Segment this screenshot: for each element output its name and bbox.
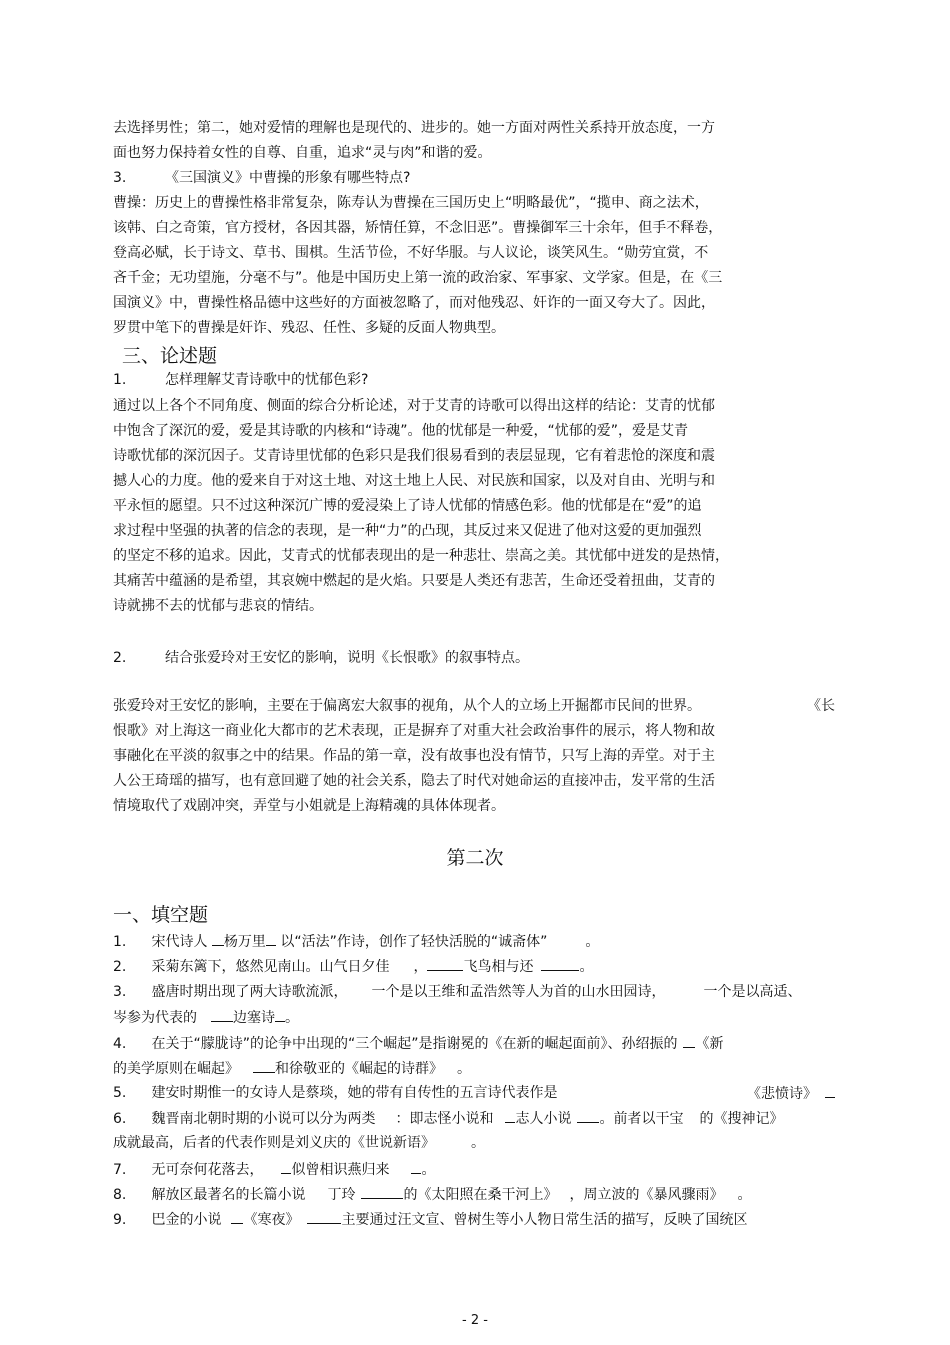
blank-line xyxy=(683,1033,695,1048)
item-text: ，周立波的《暴风骤雨》 xyxy=(569,1187,724,1203)
item-number: 2. xyxy=(113,959,127,975)
item-text: ， xyxy=(413,959,428,975)
item-text: ：即志怪小说和 xyxy=(395,1111,494,1127)
section-heading: 一、填空题 xyxy=(113,904,209,926)
blank-line xyxy=(427,956,463,971)
text-line: 去选择男性；第二，她对爱情的理解也是现代的、进步的。她一方面对两性关系持开放态度，一方 xyxy=(113,120,715,136)
item-text: 。 xyxy=(585,934,600,950)
answer-line: 罗贯中笔下的曹操是奸诈、残忍、任性、多疑的反面人物典型。 xyxy=(113,320,505,336)
answer-line: 中饱含了深沉的爱，爱是其诗歌的内核和“诗魂”。他的忧郁是一种爱，“忧郁的爱”，爱是艾青 xyxy=(113,423,689,439)
question-number: 3. xyxy=(113,170,127,186)
essay-question-2 xyxy=(113,648,843,668)
answer-line: 事融化在平淡的叙事之中的结果。作品的第一章，没有故事也没有情节，只写上海的弄堂。对于主 xyxy=(113,748,715,764)
blank-line xyxy=(307,1209,341,1224)
item-text: 魏晋南北朝时期的小说可以分为两类 xyxy=(151,1111,376,1127)
item-number: 7. xyxy=(113,1162,127,1178)
blank-line xyxy=(211,1007,233,1022)
answer-line: 诗歌忧郁的深沉因子。艾青诗里忧郁的色彩只是我们很易看到的表层显现，它有着悲怆的深度和震 xyxy=(113,448,715,464)
blank-line xyxy=(577,1108,599,1123)
item-text: 。 xyxy=(457,1061,471,1077)
fill-item-4 xyxy=(113,1033,843,1054)
item-text: 。前者以干宝 xyxy=(599,1111,684,1127)
answer-line: 人公王琦瑶的描写，也有意回避了她的社会关系，隐去了时代对她命运的直接冲击，发平常的生活 xyxy=(113,773,715,789)
blank-line xyxy=(281,1159,291,1174)
answer-line: 情境取代了戏剧冲突，弄堂与小姐就是上海精魂的具体体现者。 xyxy=(113,798,505,814)
question-text: 结合张爱玲对王安忆的影响，说明《长恨歌》的叙事特点。 xyxy=(165,650,529,666)
item-text: 建安时期惟一的女诗人是蔡琰，她的带有自传性的五言诗代表作是 xyxy=(151,1085,558,1101)
blank-line xyxy=(361,1184,403,1199)
item-text: 无可奈何花落去， xyxy=(151,1162,264,1178)
answer-line xyxy=(113,696,835,716)
blank-line xyxy=(266,931,276,946)
question-number: 2. xyxy=(113,650,127,666)
fill-item-1 xyxy=(113,931,843,952)
answer-line: 通过以上各个不同角度、侧面的综合分析论述，对于艾青的诗歌可以得出这样的结论：艾青的忧郁 xyxy=(113,398,715,414)
item-text: 。 xyxy=(579,959,594,975)
item-text: 。 xyxy=(471,1135,485,1151)
fill-item-6-cont xyxy=(113,1133,843,1153)
item-text: 成就最高，后者的代表作则是刘义庆的《世说新语》 xyxy=(113,1135,435,1151)
item-text: 在关于“朦胧诗”的论争中出现的“三个崛起”是指谢冕的《在新的崛起面前》、孙绍振的 xyxy=(151,1036,678,1052)
item-text: 飞鸟相与还 xyxy=(463,959,534,975)
item-text: 。 xyxy=(737,1187,752,1203)
blank-line xyxy=(253,1058,275,1073)
answer-line: 的坚定不移的追求。因此，艾青式的忧郁表现出的是一种悲壮、崇高之美。其忧郁中迸发的是热情， xyxy=(113,548,729,564)
blank-line xyxy=(411,1159,421,1174)
fill-item-3 xyxy=(113,982,843,1002)
essay-question-1 xyxy=(113,370,843,390)
question-number: 1. xyxy=(113,372,127,388)
blank-line xyxy=(212,931,224,946)
question-3 xyxy=(113,168,843,188)
blank-answer: 《寒夜》 xyxy=(243,1212,300,1228)
item-number: 4. xyxy=(113,1036,127,1052)
item-text: 一个是以王维和孟浩然等人为首的山水田园诗， xyxy=(371,984,666,1000)
question-text: 《三国演义》中曹操的形象有哪些特点? xyxy=(165,170,411,186)
page-number: - 2 - xyxy=(462,1313,488,1328)
answer-text-right: 《长 xyxy=(807,698,835,714)
item-text: 岑参为代表的 xyxy=(113,1010,197,1026)
blank-line xyxy=(505,1108,515,1123)
blank-answer: 边塞诗 xyxy=(233,1010,275,1026)
blank-answer: 杨万里 xyxy=(223,934,266,950)
item-text: 的《搜神记》 xyxy=(699,1111,784,1127)
fill-item-6 xyxy=(113,1108,843,1129)
blank-answer: 丁玲 xyxy=(327,1187,356,1203)
fill-item-5 xyxy=(113,1083,835,1103)
blank-line xyxy=(231,1209,243,1224)
fill-item-3-cont xyxy=(113,1007,843,1028)
fill-item-2 xyxy=(113,956,843,977)
item-text: 盛唐时期出现了两大诗歌流派， xyxy=(151,984,348,1000)
blank-answer: 志人小说 xyxy=(515,1111,572,1127)
blank-answer: 《新 xyxy=(695,1036,724,1052)
item-number: 1. xyxy=(113,934,127,950)
item-number: 5. xyxy=(113,1085,127,1101)
item-text: 。 xyxy=(285,1010,299,1026)
fill-item-9 xyxy=(113,1209,843,1230)
question-text: 怎样理解艾青诗歌中的忧郁色彩? xyxy=(165,372,369,388)
answer-line: 吝千金；无功望施，分毫不与”。他是中国历史上第一流的政治家、军事家、文学家。但是，在《三 xyxy=(113,270,723,286)
fill-item-8 xyxy=(113,1184,843,1205)
answer-line: 平永恒的愿望。只不过这种深沉广博的爱浸染上了诗人忧郁的情感色彩。他的忧郁是在“爱”的追 xyxy=(113,498,702,514)
answer-line: 恨歌》对上海这一商业化大都市的艺术表现，正是摒弃了对重大社会政治事件的展示，将人物和故 xyxy=(113,723,715,739)
answer-line: 求过程中坚强的执著的信念的表现，是一种“力”的凸现，其反过来又促进了他对这爱的更加强烈 xyxy=(113,523,702,539)
item-number: 3. xyxy=(113,984,127,1000)
answer-text: 张爱玲对王安忆的影响，主要在于偏离宏大叙事的视角，从个人的立场上开掘都市民间的世界。 xyxy=(113,698,701,714)
answer-line: 登高必赋，长于诗文、草书、围棋。生活节俭，不好华服。与人议论，谈笑风生。“勋劳宜赏，不 xyxy=(113,245,709,261)
item-text: 和徐敬亚的《崛起的诗群》 xyxy=(275,1061,443,1077)
item-number: 8. xyxy=(113,1187,127,1203)
blank-answer: 的美学原则在崛起》 xyxy=(113,1061,239,1077)
section-heading: 三、论述题 xyxy=(122,345,218,367)
blank-answer: 《悲愤诗》 xyxy=(747,1083,835,1104)
item-text: 宋代诗人 xyxy=(151,934,212,950)
item-number: 9. xyxy=(113,1212,127,1228)
item-number: 6. xyxy=(113,1111,127,1127)
item-text: 巴金的小说 xyxy=(151,1212,222,1228)
blank-line xyxy=(541,956,579,971)
item-text: 采菊东篱下，悠然见南山。山气日夕佳 xyxy=(151,959,390,975)
blank-answer: 似曾相识燕归来 xyxy=(291,1162,390,1178)
fill-item-7 xyxy=(113,1159,843,1180)
item-text: 的《太阳照在桑干河上》 xyxy=(403,1187,558,1203)
answer-line: 诗就拂不去的忧郁与悲哀的情结。 xyxy=(113,598,323,614)
item-text: 主要通过汪文宣、曾树生等小人物日常生活的描写，反映了国统区 xyxy=(341,1212,748,1228)
item-text: 解放区最著名的长篇小说 xyxy=(151,1187,306,1203)
part-title: 第二次 xyxy=(446,847,504,869)
answer-line: 其痛苦中蕴涵的是希望，其哀婉中燃起的是火焰。只要是人类还有悲苦，生命还受着扭曲，艾青的 xyxy=(113,573,715,589)
item-text: 一个是以高适、 xyxy=(703,984,802,1000)
item-text: 以“活法”作诗，创作了轻快活脱的“诚斋体” xyxy=(275,934,548,950)
answer-line: 撼人心的力度。他的爱来自于对这土地、对这土地上人民、对民族和国家，以及对自由、光明与和 xyxy=(113,473,715,489)
answer-line: 国演义》中，曹操性格品德中这些好的方面被忽略了，而对他残忍、奸诈的一面又夸大了。因此， xyxy=(113,295,715,311)
fill-item-4-cont xyxy=(113,1058,843,1079)
text-line: 面也努力保持着女性的自尊、自重，追求“灵与肉”和谐的爱。 xyxy=(113,145,492,161)
answer-line: 该韩、白之奇策，官方授材，各因其器，矫情任算，不念旧恶”。曹操御军三十余年，但手不释卷， xyxy=(113,220,723,236)
answer-line: 曹操：历史上的曹操性格非常复杂，陈寿认为曹操在三国历史上“明略最优”，“揽申、商之法术， xyxy=(113,195,709,211)
blank-line xyxy=(275,1007,285,1022)
item-text: 。 xyxy=(421,1162,436,1178)
